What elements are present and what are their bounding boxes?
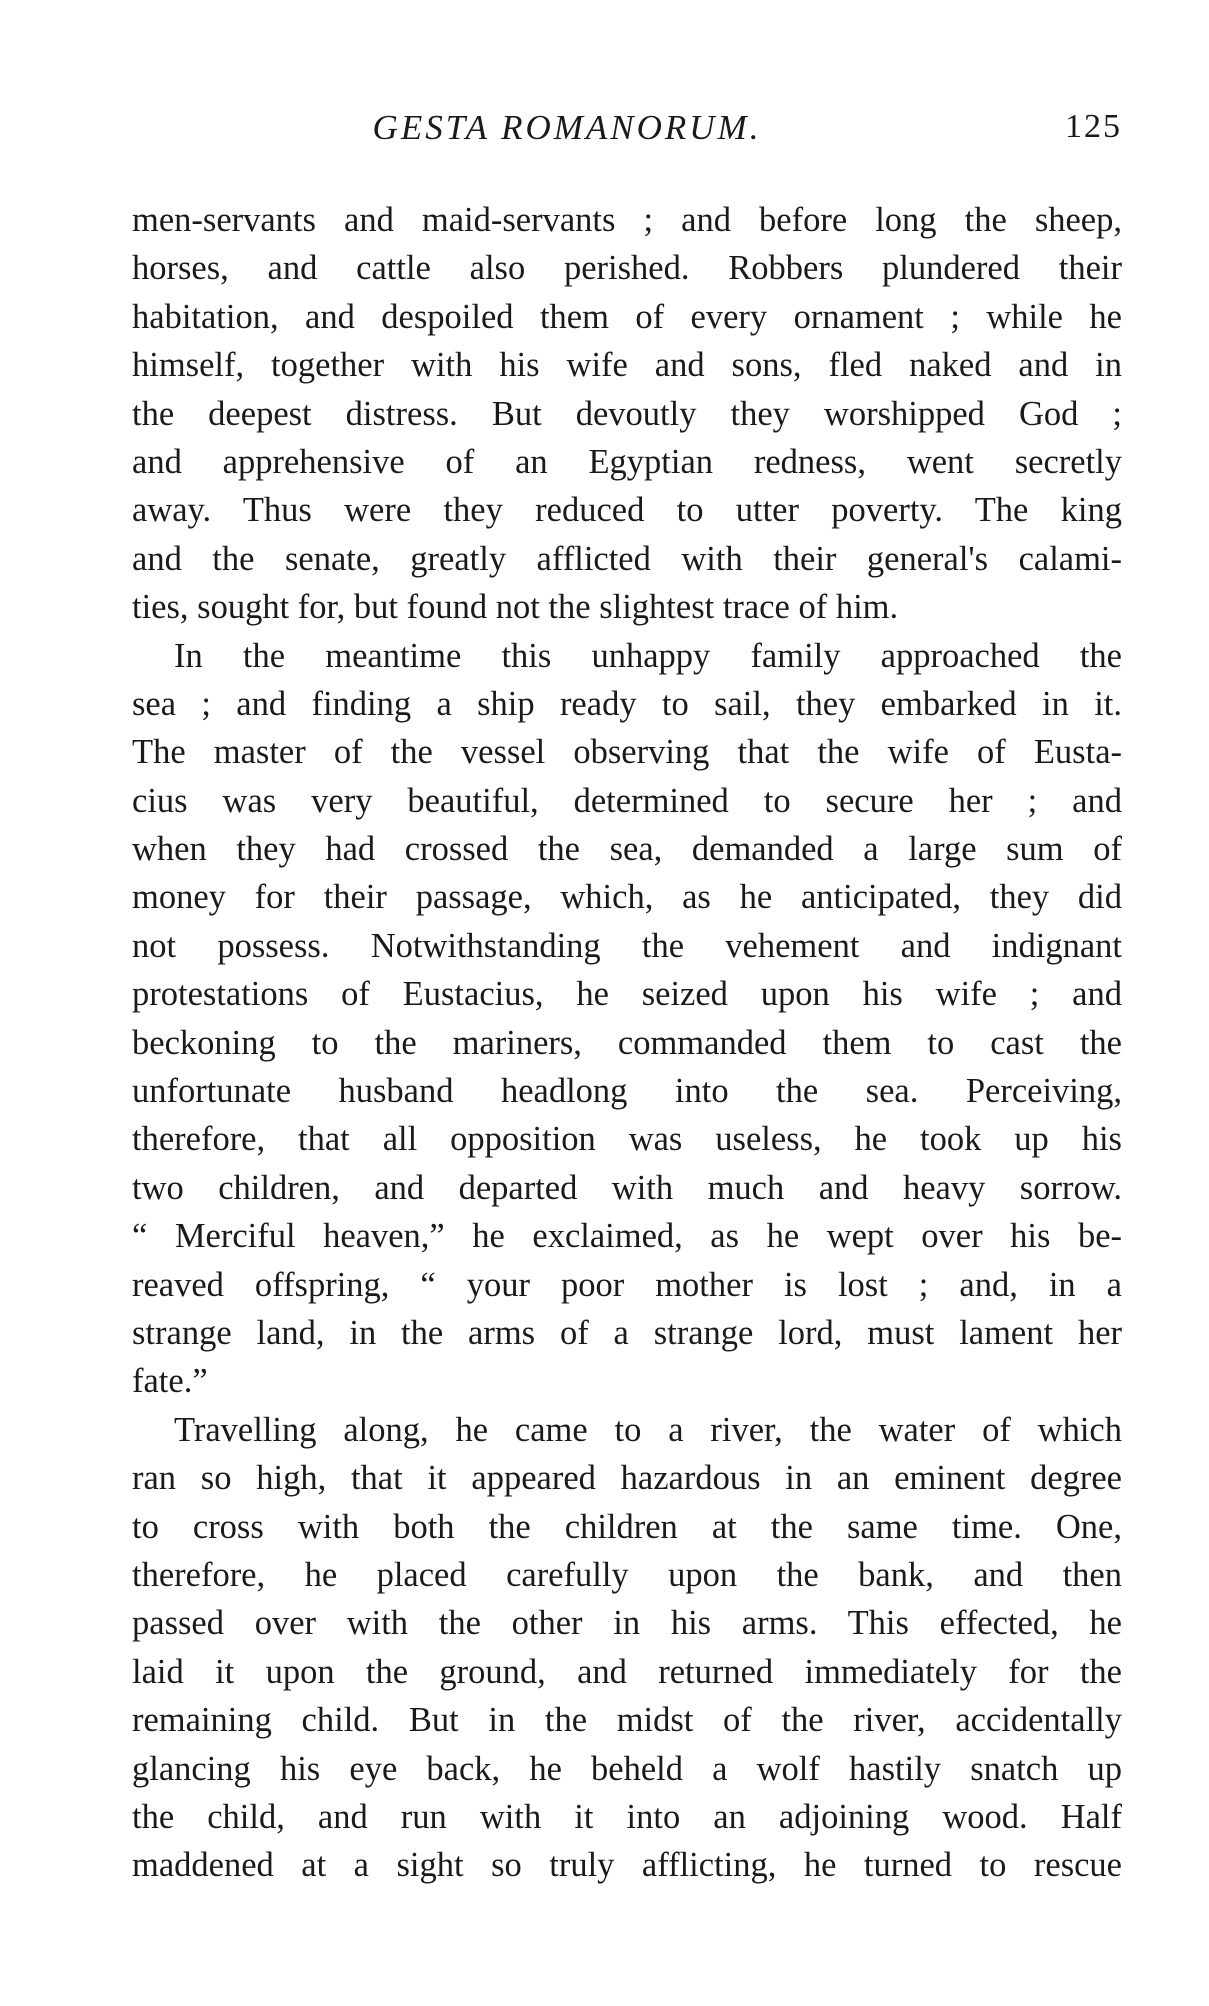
text-line: maddened at a sight so truly afflicting, he turned to rescue: [132, 1846, 1122, 1885]
body-text: [132, 196, 1122, 1890]
text-line: fate.”: [132, 1362, 208, 1401]
text-line: passed over with the other in his arms. This effected, he: [132, 1604, 1122, 1643]
running-head: [132, 108, 1122, 158]
text-line: The master of the vessel observing that the wife of Eusta-: [132, 733, 1122, 772]
text-line: himself, together with his wife and sons, fled naked and in: [132, 346, 1122, 385]
text-line: strange land, in the arms of a strange lord, must lament her: [132, 1313, 1122, 1352]
text-line: beckoning to the mariners, commanded them to cast the: [132, 1023, 1122, 1062]
text-line: and the senate, greatly afflicted with their general's calami-: [132, 539, 1122, 578]
text-line: the deepest distress. But devoutly they worshipped God ;: [132, 394, 1122, 433]
text-line: money for their passage, which, as he anticipated, they did: [132, 878, 1122, 917]
text-line: away. Thus were they reduced to utter poverty. The king: [132, 491, 1122, 530]
running-title: GESTA ROMANORUM.: [372, 108, 762, 147]
text-line: therefore, he placed carefully upon the bank, and then: [132, 1555, 1122, 1594]
paragraph-3: [132, 1406, 1122, 1890]
text-line: two children, and departed with much and heavy sorrow.: [132, 1168, 1122, 1207]
text-line: ties, sought for, but found not the slightest trace of him.: [132, 588, 899, 627]
text-line: glancing his eye back, he beheld a wolf hastily snatch up: [132, 1749, 1122, 1788]
text-line: the child, and run with it into an adjoining wood. Half: [132, 1797, 1122, 1836]
text-line: to cross with both the children at the same time. One,: [132, 1507, 1122, 1546]
paragraph-2: [132, 632, 1122, 1406]
text-line: reaved offspring, “ your poor mother is lost ; and, in a: [132, 1265, 1122, 1304]
text-line: unfortunate husband headlong into the sea. Perceiving,: [132, 1072, 1122, 1111]
text-line: remaining child. But in the midst of the river, accidentally: [132, 1701, 1122, 1740]
text-line: men-servants and maid-servants ; and before long the sheep,: [132, 201, 1122, 239]
text-line: cius was very beautiful, determined to secure her ; and: [132, 781, 1122, 820]
text-line: and apprehensive of an Egyptian redness, went secretly: [132, 442, 1122, 481]
text-line: habitation, and despoiled them of every ornament ; while he: [132, 297, 1122, 336]
text-line: not possess. Notwithstanding the vehement and indignant: [132, 926, 1122, 965]
text-line: therefore, that all opposition was useless, he took up his: [132, 1120, 1122, 1159]
page-number: 125: [1065, 108, 1122, 145]
text-line: sea ; and finding a ship ready to sail, they embarked in it.: [132, 684, 1122, 723]
text-line: laid it upon the ground, and returned immediately for the: [132, 1652, 1122, 1691]
text-line: ran so high, that it appeared hazardous in an eminent degree: [132, 1459, 1122, 1498]
text-line: Travelling along, he came to a river, the water of which: [174, 1410, 1122, 1449]
text-line: “ Merciful heaven,” he exclaimed, as he wept over his be-: [132, 1217, 1122, 1256]
text-line: protestations of Eustacius, he seized upon his wife ; and: [132, 975, 1122, 1014]
text-line: horses, and cattle also perished. Robbers plundered their: [132, 249, 1122, 288]
paragraph-1: [132, 196, 1122, 632]
text-line: In the meantime this unhappy family approached the: [174, 636, 1122, 675]
text-line: when they had crossed the sea, demanded a large sum of: [132, 830, 1122, 869]
